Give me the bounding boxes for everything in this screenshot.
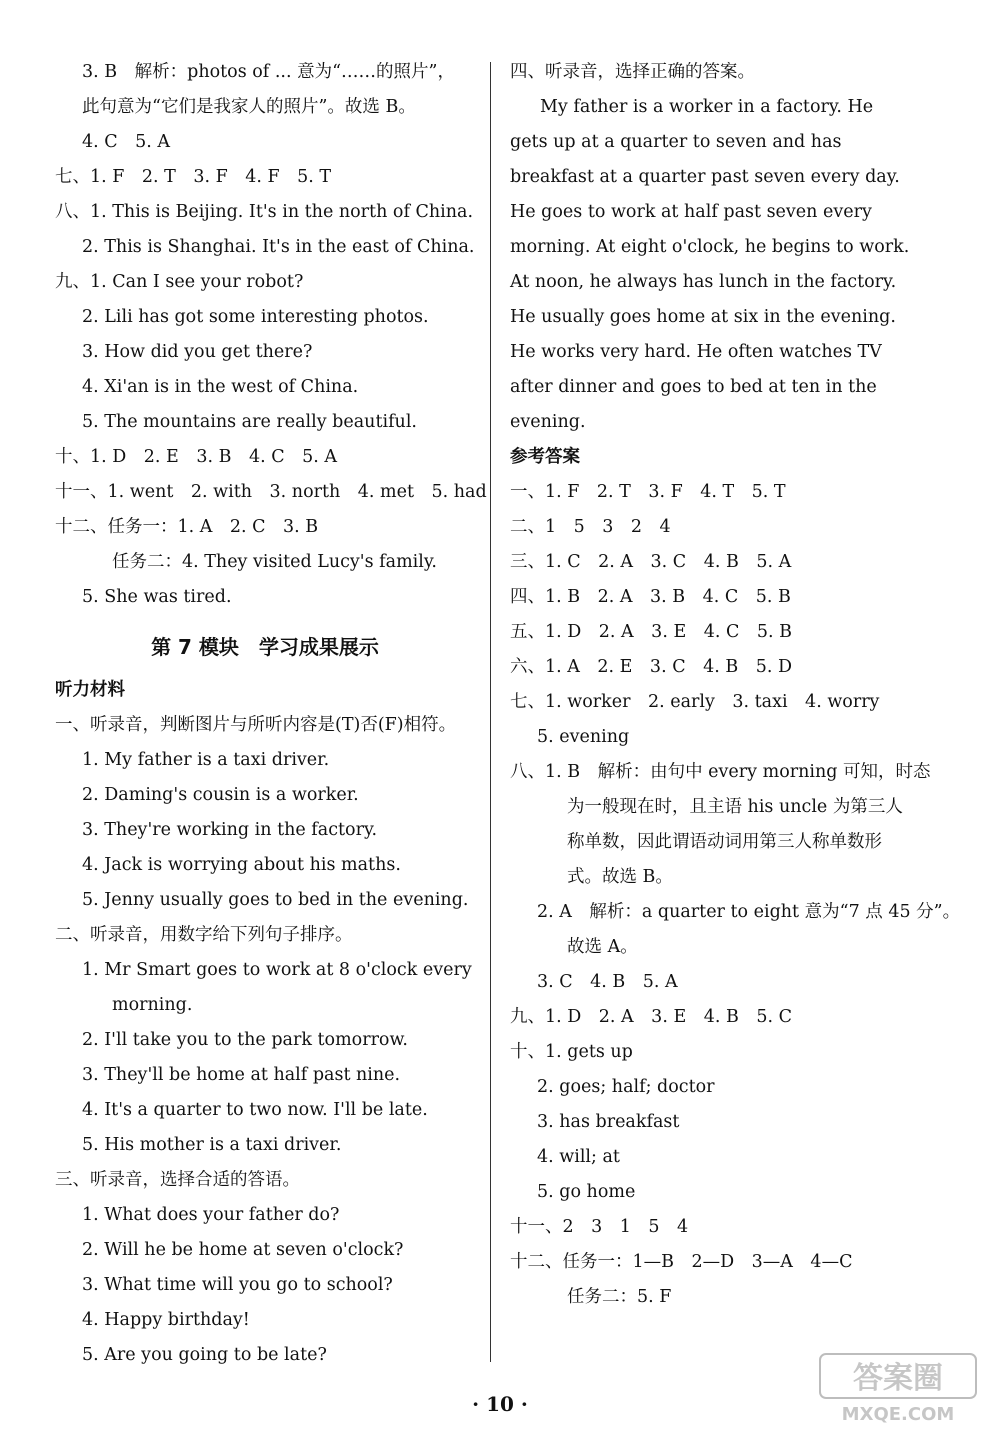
text-line: 3. What time will you go to school? [82,1275,393,1295]
text-line: 十、1. D 2. E 3. B 4. C 5. A [55,447,337,467]
text-line: He goes to work at half past seven every [510,202,872,222]
text-line: 4. will; at [537,1147,620,1167]
text-line: He usually goes home at six in the evening. [510,307,896,327]
text-line: 十二、任务一：1—B 2—D 3—A 4—C [510,1252,853,1272]
watermark-top: 答案圈 [853,1361,943,1396]
text-line: 任务二：5. F [567,1287,672,1307]
text-line: 四、1. B 2. A 3. B 4. C 5. B [510,587,791,607]
text-line: 九、1. D 2. A 3. E 4. B 5. C [510,1007,792,1027]
text-line: 5. His mother is a taxi driver. [82,1135,342,1155]
text-line: 二、1 5 3 2 4 [510,517,671,537]
text-line: 3. C 4. B 5. A [537,972,678,992]
text-line: 5. Jenny usually goes to bed in the evening. [82,890,469,910]
text-line: 七、1. worker 2. early 3. taxi 4. worry [510,692,880,712]
page-number: · 10 · [472,1392,528,1416]
text-line: 2. goes; half; doctor [537,1077,715,1097]
text-line: 3. They'll be home at half past nine. [82,1065,401,1085]
text-line: 1. Mr Smart goes to work at 8 o'clock every [82,960,472,980]
text-line: 3. How did you get there? [82,342,313,362]
text-line: 3. They're working in the factory. [82,820,378,840]
text-line: morning. At eight o'clock, he begins to work. [510,237,910,257]
column-divider [490,62,491,1362]
text-line: 十二、任务一：1. A 2. C 3. B [55,517,319,537]
text-line: 5. Are you going to be late? [82,1345,327,1365]
listening-material-block [55,708,475,1373]
text-line: 任务二：4. They visited Lucy's family. [112,552,437,572]
text-line: 1. My father is a taxi driver. [82,750,330,770]
text-line: 5. evening [537,727,630,747]
text-line: 4. Xi'an is in the west of China. [82,377,359,397]
text-line: 4. C 5. A [82,132,171,152]
text-line: 十一、1. went 2. with 3. north 4. met 5. had [55,482,487,502]
text-line: 1. What does your father do? [82,1205,340,1225]
text-line: evening. [510,412,586,432]
text-line: 3. has breakfast [537,1112,680,1132]
text-line: 为一般现在时，且主语 his uncle 为第三人 [567,797,903,817]
text-line: 4. Jack is worrying about his maths. [82,855,401,875]
right-column [510,55,961,1315]
text-line: 4. It's a quarter to two now. I'll be late. [82,1100,428,1120]
listening-label: 听力材料 [55,680,125,700]
text-line: 5. go home [537,1182,636,1202]
text-line: 四、听录音，选择正确的答案。 [510,62,755,82]
text-line: 2. Daming's cousin is a worker. [82,785,359,805]
left-answers-block [55,55,487,615]
text-line: 2. This is Shanghai. It's in the east of China. [82,237,475,257]
text-line: At noon, he always has lunch in the factory. [510,272,897,292]
text-line: 式。故选 B。 [567,867,673,887]
watermark-bottom: MXQE.COM [841,1404,955,1425]
text-line: 故选 A。 [567,937,638,957]
left-column [55,55,487,1373]
text-line: 六、1. A 2. E 3. C 4. B 5. D [510,657,792,677]
watermark-logo [818,1352,978,1426]
text-line: 5. The mountains are really beautiful. [82,412,417,432]
text-line: 五、1. D 2. A 3. E 4. C 5. B [510,622,792,642]
text-line: 2. Will he be home at seven o'clock? [82,1240,404,1260]
text-line: 一、1. F 2. T 3. F 4. T 5. T [510,482,786,502]
listening-passage-block [510,55,940,440]
section-title: 第 7 模块 学习成果展示 [151,635,379,659]
text-line: He works very hard. He often watches TV [510,342,882,362]
text-line: after dinner and goes to bed at ten in the [510,377,877,397]
text-line: My father is a worker in a factory. He [540,97,874,117]
text-line: 称单数，因此谓语动词用第三人称单数形 [567,832,882,852]
text-line: gets up at a quarter to seven and has [510,132,842,152]
text-line: 三、1. C 2. A 3. C 4. B 5. A [510,552,792,572]
text-line: 4. Happy birthday! [82,1310,250,1330]
text-line: 二、听录音，用数字给下列句子排序。 [55,925,353,945]
text-line: 2. A 解析：a quarter to eight 意为“7 点 45 分”。 [537,902,961,922]
text-line: 5. She was tired. [82,587,232,607]
text-line: 此句意为“它们是我家人的照片”。故选 B。 [82,97,416,117]
reference-answers-block [510,475,961,1315]
text-line: breakfast at a quarter past seven every day. [510,167,900,187]
text-line: 3. B 解析：photos of ... 意为“……的照片”， [82,62,455,82]
answers-label: 参考答案 [510,447,580,467]
text-line: 十、1. gets up [510,1042,633,1062]
text-line: 八、1. This is Beijing. It's in the north of China. [55,202,474,222]
text-line: morning. [112,995,193,1015]
text-line: 八、1. B 解析：由句中 every morning 可知，时态 [510,762,931,782]
text-line: 七、1. F 2. T 3. F 4. F 5. T [55,167,332,187]
text-line: 2. Lili has got some interesting photos. [82,307,429,327]
text-line: 一、听录音，判断图片与所听内容是(T)否(F)相符。 [55,715,457,735]
text-line: 2. I'll take you to the park tomorrow. [82,1030,408,1050]
text-line: 三、听录音，选择合适的答语。 [55,1170,300,1190]
text-line: 九、1. Can I see your robot? [55,272,304,292]
text-line: 十一、2 3 1 5 4 [510,1217,689,1237]
